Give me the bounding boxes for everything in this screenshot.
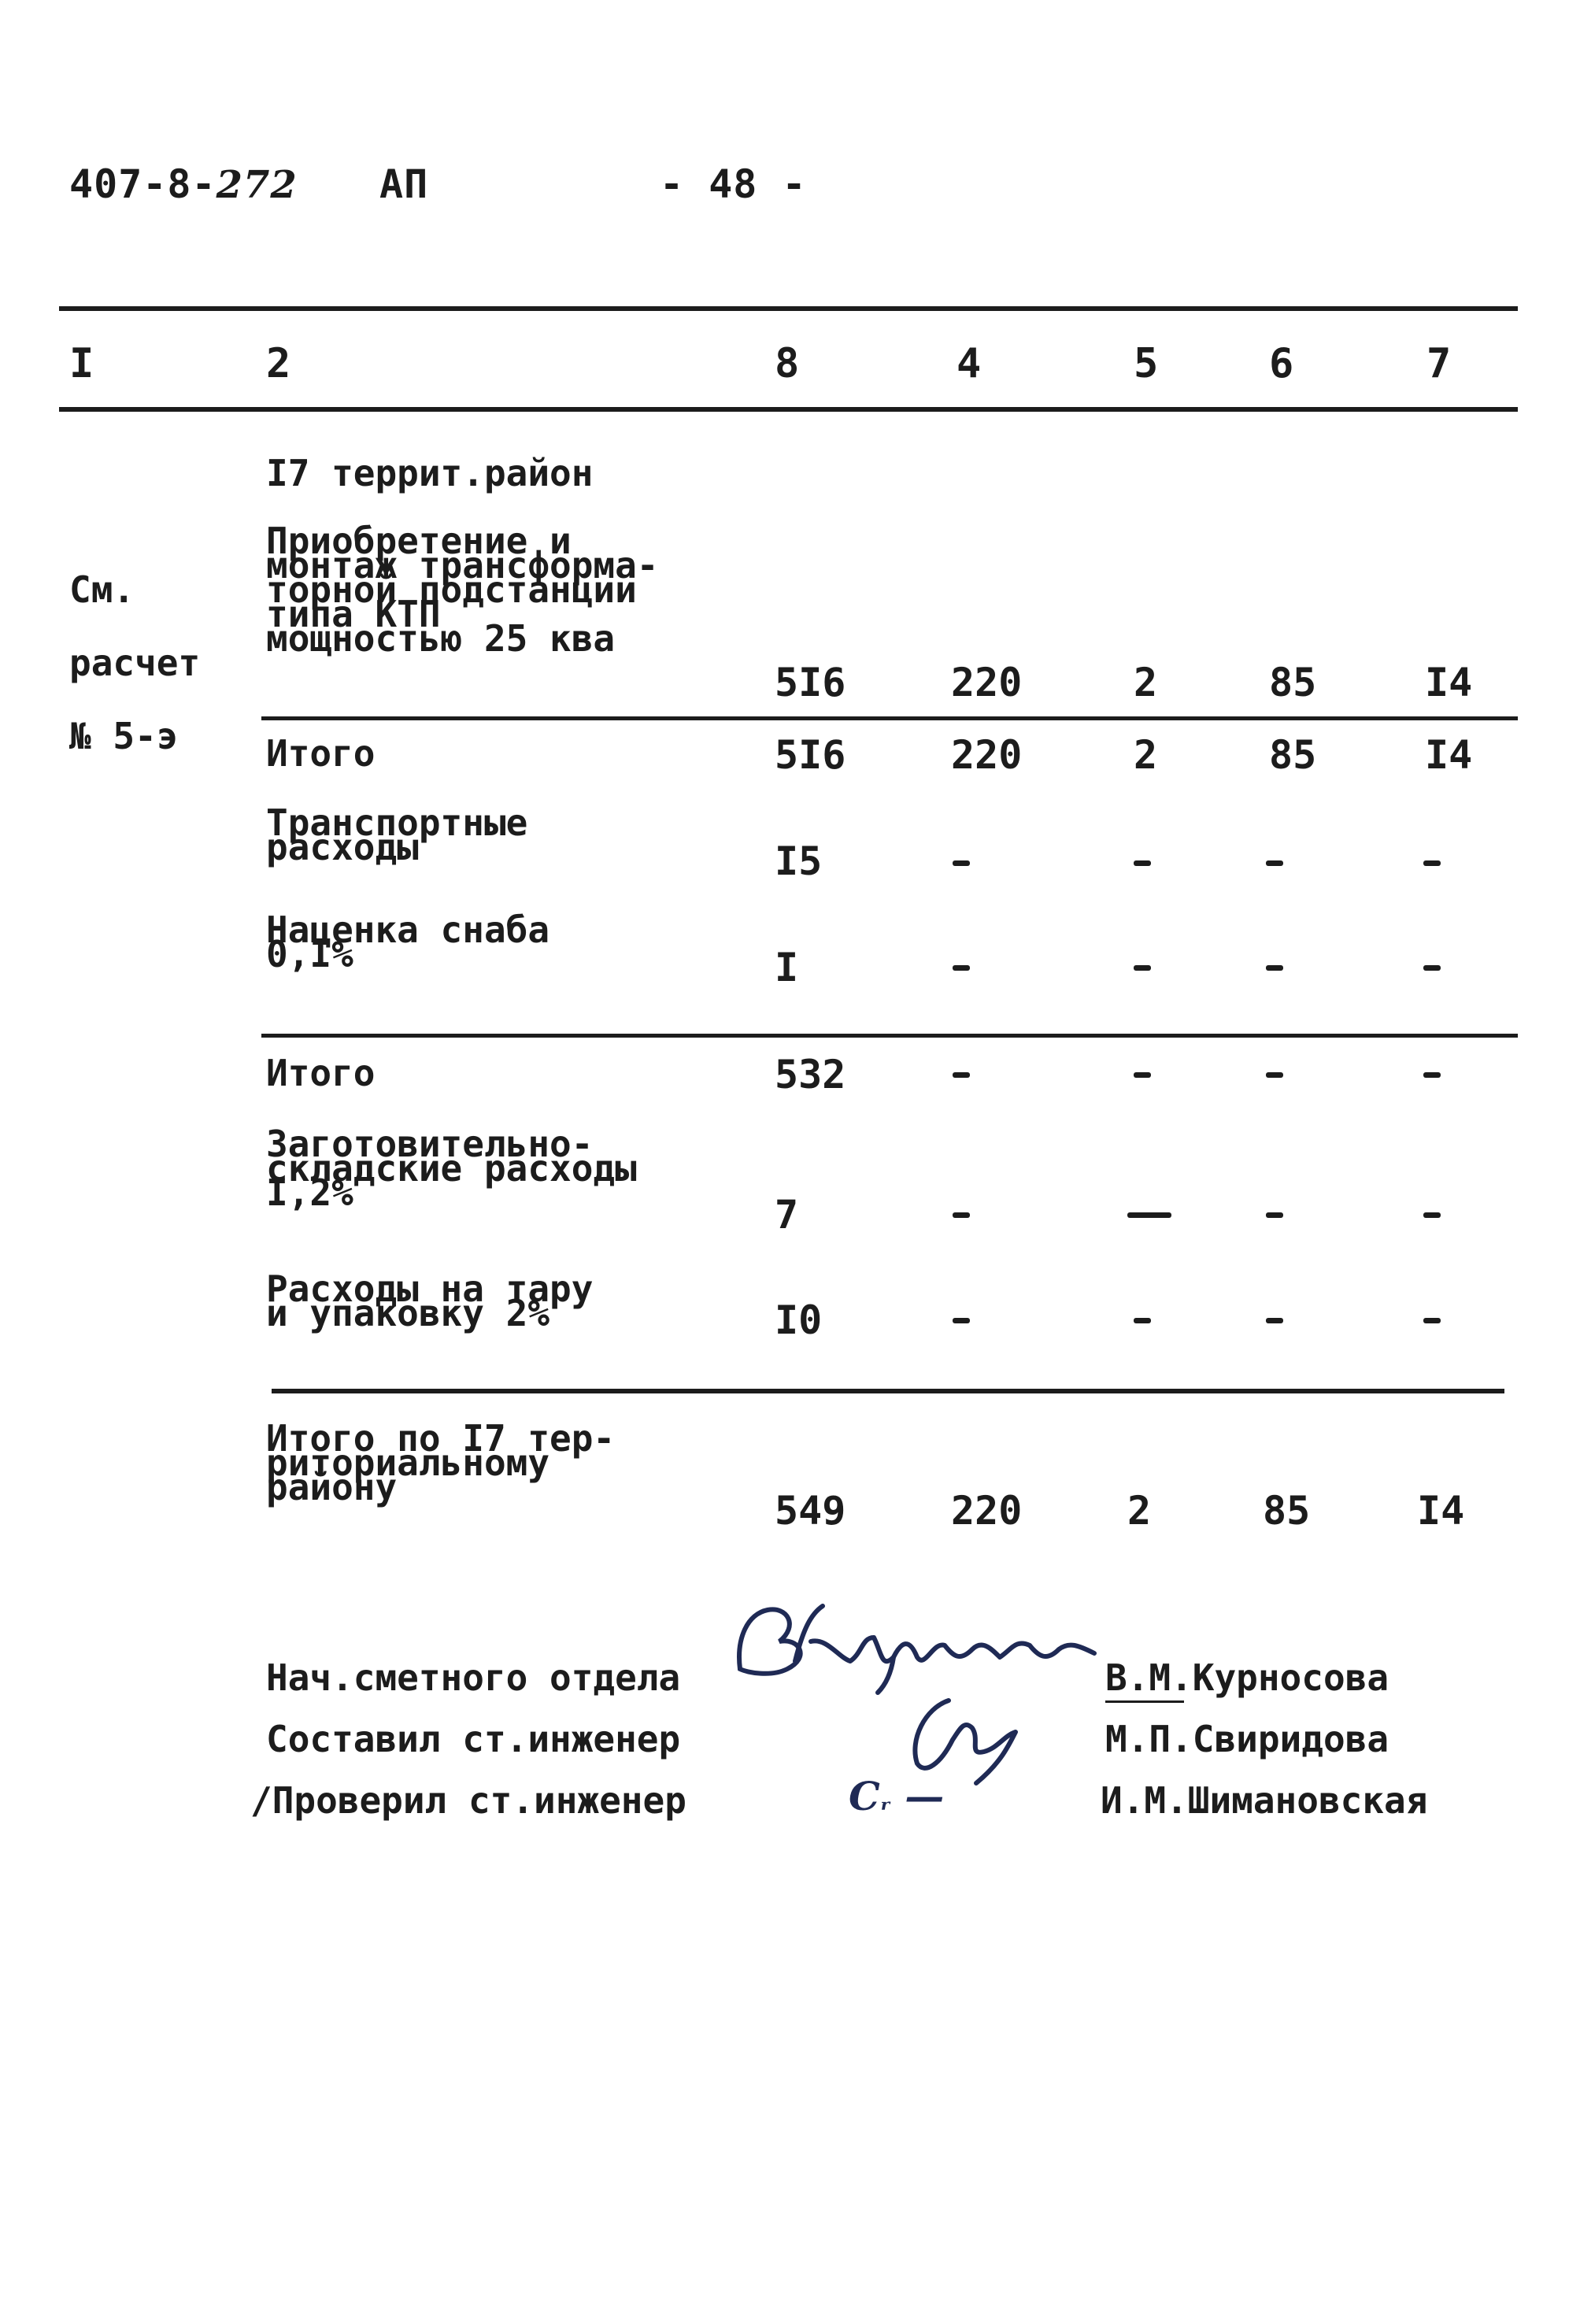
row-purchase-col4: 220 <box>951 660 1023 705</box>
row-label-district-total: Итого по I7 тер- риториальному району <box>266 1417 616 1508</box>
row-purchase-col6: 85 <box>1269 660 1317 705</box>
row-total-2-col6-dash <box>1266 1072 1283 1078</box>
row-label-district: I7 террит.район <box>266 452 594 494</box>
table-top-rule <box>59 306 1518 311</box>
col-number-3: 8 <box>775 340 800 387</box>
row-transport-col3: I5 <box>775 838 823 884</box>
row-total-1-col6: 85 <box>1269 732 1317 778</box>
row-purchase-col7: I4 <box>1425 660 1473 705</box>
side-note-line-3: № 5-э <box>69 715 179 757</box>
row-markup-col7-dash <box>1423 965 1441 971</box>
row-district-total-col4: 220 <box>951 1488 1023 1534</box>
signature-mark-checker: Сᵣ — <box>849 1773 945 1819</box>
row-procurement-col5-dash <box>1127 1212 1171 1218</box>
row-packaging-col4-dash <box>953 1318 970 1323</box>
rule-after-purchase <box>261 716 1518 720</box>
col-number-1: I <box>69 340 94 387</box>
doc-code-handwritten: 272 <box>216 163 298 207</box>
row-total-2-col3: 532 <box>775 1052 846 1097</box>
row-total-1-col4: 220 <box>951 732 1023 778</box>
row-markup-col3: I <box>775 945 799 990</box>
row-packaging-col6-dash <box>1266 1318 1283 1323</box>
col-number-4: 4 <box>957 340 982 387</box>
col-number-5: 5 <box>1134 340 1159 387</box>
signature-name-1: В.М.Курносова <box>1105 1656 1389 1699</box>
row-procurement-col6-dash <box>1266 1212 1283 1218</box>
rule-after-markup <box>261 1034 1518 1038</box>
row-procurement-col3: 7 <box>775 1192 799 1238</box>
row-markup-col4-dash <box>953 965 970 971</box>
row-purchase-col5: 2 <box>1134 660 1158 705</box>
row-procurement-col7-dash <box>1423 1212 1441 1218</box>
doc-code-prefix: 407-8- <box>69 161 216 207</box>
signature-name-1-underline <box>1105 1700 1184 1703</box>
row-district-total-col7: I4 <box>1417 1488 1465 1534</box>
row-label-purchase: Приобретение и монтаж трансформа- торной подстанции типа КТП мощностью 25 ква <box>266 520 659 660</box>
header-bottom-rule <box>59 407 1518 412</box>
row-total-1-col3: 5I6 <box>775 732 846 778</box>
side-note-line-2: расчет <box>69 642 201 684</box>
row-label-packaging: Расходы на тару и упаковку 2% <box>266 1267 594 1334</box>
side-note-line-1: См. <box>69 568 135 611</box>
col-number-7: 7 <box>1426 340 1452 387</box>
row-procurement-col4-dash <box>953 1212 970 1218</box>
row-total-2-col7-dash <box>1423 1072 1441 1078</box>
signature-name-2: М.П.Свиридова <box>1105 1718 1389 1760</box>
row-district-total-col5: 2 <box>1127 1488 1152 1534</box>
row-total-1-col5: 2 <box>1134 732 1158 778</box>
row-district-total-col3: 549 <box>775 1488 846 1534</box>
row-label-procurement: Заготовительно- складские расходы I,2% <box>266 1123 637 1214</box>
row-transport-col5-dash <box>1134 860 1151 866</box>
row-total-2-col5-dash <box>1134 1072 1151 1078</box>
row-transport-col6-dash <box>1266 860 1283 866</box>
col-number-2: 2 <box>266 340 291 387</box>
row-total-2-col4-dash <box>953 1072 970 1078</box>
row-markup-col5-dash <box>1134 965 1151 971</box>
signature-role-3: /Проверил ст.инженер <box>250 1779 686 1822</box>
rule-after-packaging <box>272 1389 1504 1393</box>
row-total-1-col7: I4 <box>1425 732 1473 778</box>
row-purchase-col3: 5I6 <box>775 660 846 705</box>
row-transport-col7-dash <box>1423 860 1441 866</box>
row-label-markup: Наценка снаба 0,I% <box>266 909 550 975</box>
side-note <box>69 529 200 773</box>
signature-role-1: Нач.сметного отдела <box>266 1656 681 1699</box>
row-transport-col4-dash <box>953 860 970 866</box>
doc-code <box>69 161 298 207</box>
row-packaging-col7-dash <box>1423 1318 1441 1323</box>
doc-section: АП <box>379 161 429 207</box>
signature-name-3: И.М.Шимановская <box>1101 1779 1428 1822</box>
signature-role-2: Составил ст.инженер <box>266 1718 681 1760</box>
col-number-6: 6 <box>1269 340 1294 387</box>
row-label-total-2: Итого <box>266 1052 376 1094</box>
row-markup-col6-dash <box>1266 965 1283 971</box>
row-packaging-col3: I0 <box>775 1297 823 1343</box>
page-number: - 48 - <box>660 161 807 207</box>
row-district-total-col6: 85 <box>1263 1488 1311 1534</box>
row-packaging-col5-dash <box>1134 1318 1151 1323</box>
row-label-transport: Транспортные расходы <box>266 801 528 868</box>
signature-mark-head <box>724 1582 1134 1700</box>
row-label-total-1: Итого <box>266 732 376 775</box>
